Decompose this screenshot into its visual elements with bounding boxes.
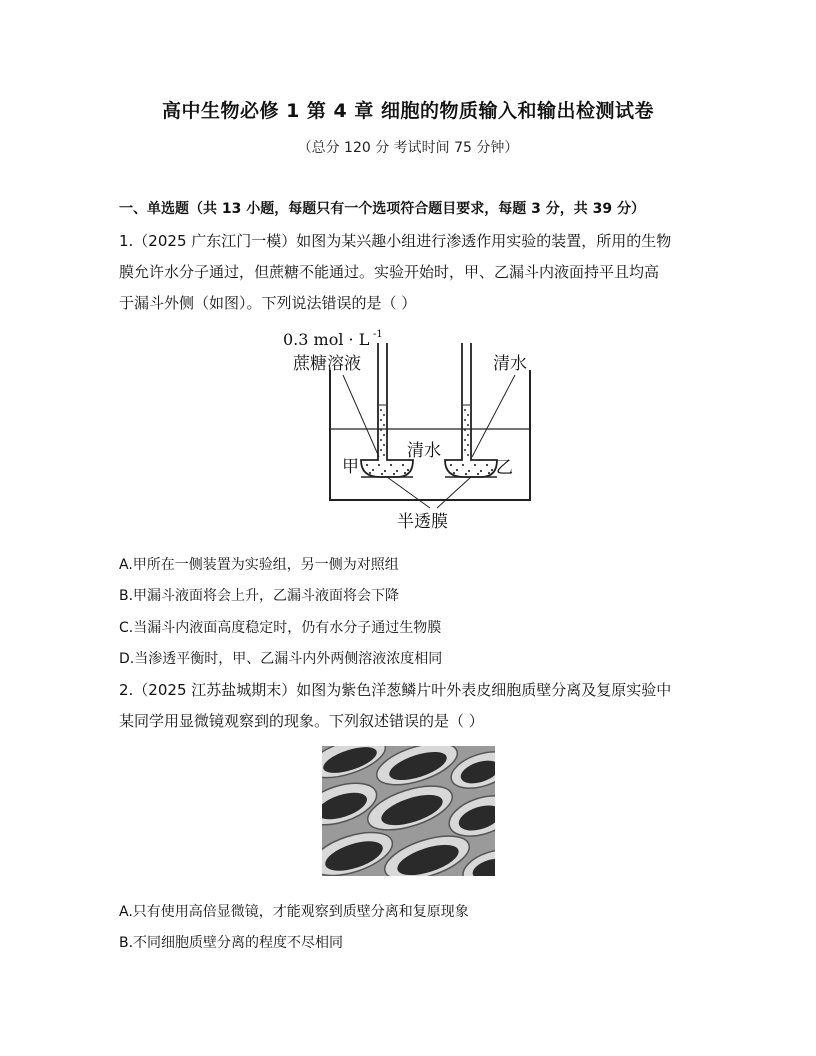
q2-option-b: B.不同细胞质壁分离的程度不尽相同 (119, 935, 344, 951)
q1-option-b: B.甲漏斗液面将会上升，乙漏斗液面将会下降 (119, 588, 400, 604)
funnel-yi-label: 乙 (496, 458, 513, 478)
q2-stem-line-2: 某同学用显微镜观察到的现象。下列叙述错误的是（ ） (119, 712, 484, 730)
section-heading: 一、单选题（共 13 小题，每题只有一个选项符合题目要求，每题 3 分，共 39 分） (119, 201, 645, 217)
funnel-jia-label: 甲 (342, 457, 359, 477)
q1-stem-line-3: 于漏斗外侧（如图）。下列说法错误的是（ ） (119, 294, 417, 312)
q2-option-a: A.只有使用高倍显微镜，才能观察到质壁分离和复原现象 (119, 904, 469, 920)
q1-option-a: A.甲所在一侧装置为实验组，另一侧为对照组 (119, 557, 399, 573)
water-label-right: 清水 (493, 354, 527, 374)
osmosis-apparatus-figure (275, 325, 560, 535)
page-title: 高中生物必修 1 第 4 章 细胞的物质输入和输出检测试卷 (161, 100, 654, 122)
concentration-label: 0.3 mol · L (283, 330, 370, 349)
micrograph-image (322, 746, 495, 876)
semipermeable-membrane-label: 半透膜 (397, 512, 448, 532)
q1-stem-line-2: 膜允许水分子通过，但蔗糖不能通过。实验开始时，甲、乙漏斗内液面持平且均高 (119, 263, 660, 281)
q2-stem-line-1: 2.（2025 江苏盐城期末）如图为紫色洋葱鳞片叶外表皮细胞质壁分离及复原实验中 (119, 681, 672, 699)
q1-option-c: C.当漏斗内液面高度稳定时，仍有水分子通过生物膜 (119, 620, 442, 636)
q1-option-d: D.当渗透平衡时，甲、乙漏斗内外两侧溶液浓度相同 (119, 651, 443, 667)
page-subtitle: （总分 120 分 考试时间 75 分钟） (297, 140, 519, 156)
q1-stem-line-1: 1.（2025 广东江门一模）如图为某兴趣小组进行渗透作用实验的装置，所用的生物 (119, 232, 672, 250)
concentration-exponent: -1 (373, 329, 383, 340)
water-label-center: 清水 (407, 441, 441, 461)
sucrose-solution-label: 蔗糖溶液 (293, 354, 361, 374)
